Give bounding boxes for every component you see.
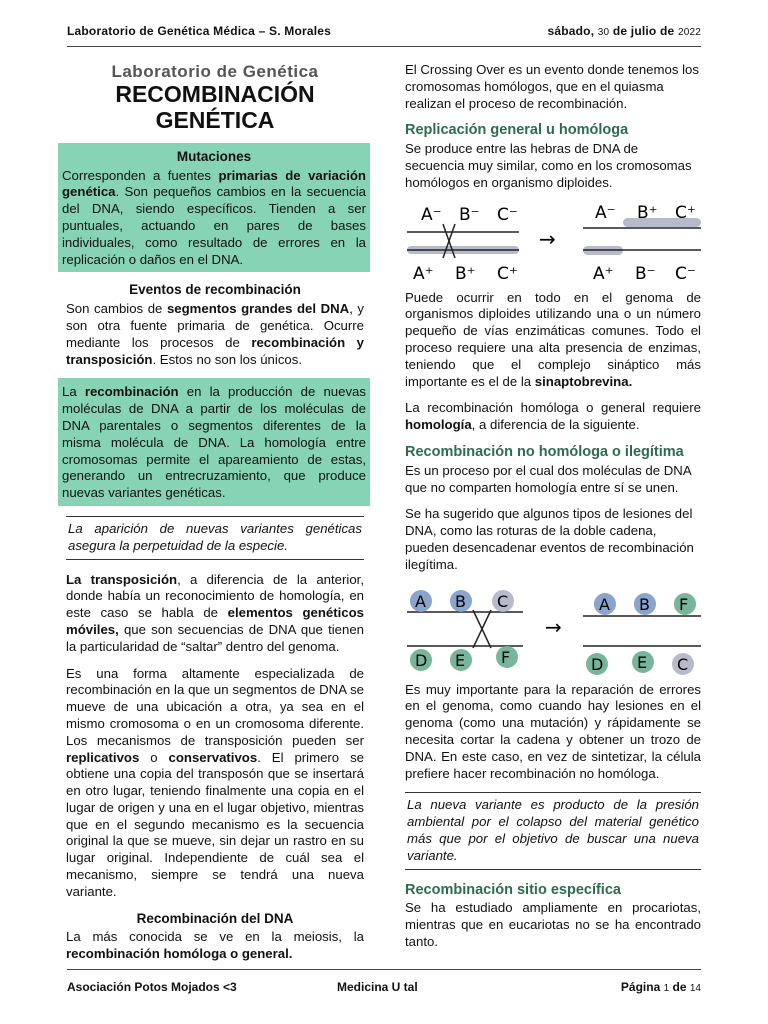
text-run: Son cambios de <box>66 301 167 317</box>
especializada-text <box>66 666 364 901</box>
importante-text: Es muy importante para la reparación de errores en el genoma, como cuando hay lesiones en el genoma (como una mutación) y rápidamente se necesita cortar la cadena y obtener un trozo de DNA. En este caso, en vez de sintetizar, la célula prefiere hacer recombinación no homóloga. <box>405 681 701 781</box>
right-column <box>405 62 701 961</box>
page-subtitle: Laboratorio de Genética <box>111 62 319 81</box>
text-run: que son secuencias de DNA que tienen la particularidad de “saltar” dentro del genoma. <box>66 621 364 654</box>
footer-center: Medicina U tal <box>337 980 418 994</box>
arrow-icon: → <box>545 614 562 639</box>
quote-perpetuidad: La aparición de nuevas variantes genéticas asegura la perpetuidad de la especie. <box>66 516 364 560</box>
crossing-over-text: El Crossing Over es un evento donde tenemos los cromosomas homólogos, que en el quiasma realizan el proceso de recombinación. <box>405 62 699 111</box>
bold-run: elementos genéticos móviles, <box>66 605 365 637</box>
bold-run: segmentos grandes del DNA <box>166 301 350 317</box>
bold-run: recombinación <box>84 384 179 400</box>
bold-run: replicativos <box>66 749 140 765</box>
gene-label: E <box>455 650 466 670</box>
gene-label: C <box>497 591 509 611</box>
eventos-heading: Eventos de recombinación <box>129 282 301 298</box>
bold-run: homología <box>405 417 472 433</box>
bold-run: recombinación y transposición <box>66 334 364 367</box>
gene-label: A <box>415 591 426 611</box>
bold-run: conservativos <box>168 749 258 765</box>
requiere-homologia-text <box>405 400 701 434</box>
allele-label: B⁺ <box>637 202 658 223</box>
allele-label: C⁺ <box>675 202 696 223</box>
allele-label: B⁺ <box>455 263 476 284</box>
gene-label: B <box>639 594 650 614</box>
allele-label: C⁻ <box>675 263 696 284</box>
text-run: , a diferencia de la anterior, donde había un reconocimiento de homología, en este caso se habla de <box>66 571 364 621</box>
allele-label: A⁺ <box>593 263 614 284</box>
sitio-heading: Recombinación sitio específica <box>405 881 621 898</box>
allele-label: C⁺ <box>497 263 518 284</box>
page-number <box>621 980 701 994</box>
ilegitima-text: Es un proceso por el cual dos moléculas de DNA que no comparten homología entre sí se unen. <box>405 462 691 495</box>
arrow-icon: → <box>539 226 556 251</box>
header-title: Laboratorio de Genética Médica – S. Morales <box>67 24 332 38</box>
text-run: en la producción de nuevas moléculas de DNA a partir de los moléculas de DNA parentales o segmentos diferentes de la misma molécula de DNA. La homología entre cromosomas permite el apareamiento de estas, generando un entrecruzamiento, que produce nuevas variantes genéticas. <box>62 384 366 501</box>
gene-label: B <box>455 591 466 611</box>
bold-run: sinaptobrevina. <box>534 373 633 389</box>
replicacion-text: Se produce entre las hebras de DNA de secuencia muy similar, como en los cromosomas homólogos en organismo diploides. <box>405 141 692 190</box>
text-run: , a diferencia de la siguiente. <box>471 417 640 433</box>
footer-divider <box>67 969 701 970</box>
nonhomologous-recombination-diagram <box>405 584 701 676</box>
allele-label: A⁻ <box>595 202 616 223</box>
gene-label: E <box>637 652 648 672</box>
text-run: Es una forma altamente especializada de recombinación en la que un segmentos de DNA se mueve de una ubicación a otra, ya sea en el mismo cromosoma o en un cromosoma diferente. Los mecanismos de transposición pueden ser <box>66 665 364 748</box>
text-run: La <box>62 384 85 400</box>
page-label: Página <box>620 980 661 994</box>
bold-run: recombinación homóloga o general. <box>66 946 293 962</box>
mutaciones-heading: Mutaciones <box>176 148 252 164</box>
header-year: 2022 <box>677 27 701 38</box>
text-run: . Estos no son los únicos. <box>152 351 303 367</box>
footer-left: Asociación Potos Mojados <3 <box>67 980 237 994</box>
left-column <box>62 62 366 973</box>
allele-label: B⁻ <box>459 204 480 225</box>
header-day: sábado <box>547 24 591 38</box>
bold-run: primarias de variación genética <box>62 167 366 200</box>
replicacion-heading: Replicación general u homóloga <box>405 122 629 139</box>
mutaciones-box <box>58 143 370 273</box>
text-run: . El primero se obtiene una copia del transposón que se insertará en otro lugar, teniendo finalmente una copia en el lugar de origen y una en el lugar objetivo, mientras que en el segundo mecanismo es la secuencia original la que se mueve, sin dejar un rastro en su lugar original. Independiente de cuál sea el mecanismo, siempre se tendrá una nueva variante. <box>66 749 364 899</box>
recombinacion-box <box>58 378 370 506</box>
quote-presion-ambiental: La nueva variante es producto de la presión ambiental por el colapso del material genético más que por el objetivo de buscar una nueva variante. <box>405 792 701 869</box>
recombinacion-text <box>62 384 366 502</box>
allele-label: A⁺ <box>413 263 434 284</box>
text-run: . Son pequeños cambios en la secuencia del DNA, siendo específicos. Tienden a ser puntuales, actuando en pares de bases individuales, como resultado de errores en la replicación o daños en el DNA. <box>62 184 366 267</box>
dna-heading: Recombinación del DNA <box>136 910 294 926</box>
page-header <box>67 24 701 44</box>
gene-label: C <box>677 654 689 674</box>
gene-label: A <box>599 594 610 614</box>
header-divider <box>67 46 701 47</box>
allele-label: A⁻ <box>421 204 442 225</box>
page-total: 14 <box>689 983 701 994</box>
text-run: Puede ocurrir en todo en el genoma de organismos diploides utilizando una o un número pequeño de vías enzimáticas comunes. Todo el proceso requiere una alta presencia de enzimas, teniendo que el complejo sináptico más importante es el de la <box>405 289 701 389</box>
text-run: o <box>139 749 169 765</box>
homologous-recombination-diagram <box>405 202 701 284</box>
transposicion-text <box>66 572 364 656</box>
text-run: Corresponden a fuentes <box>62 167 219 183</box>
gene-label: D <box>415 650 428 670</box>
text-run: , y son otra fuente primaria de genética. Ocurre mediante los procesos de <box>66 301 365 350</box>
bold-run: La transposición <box>66 571 178 587</box>
gene-label: F <box>679 594 689 614</box>
ilegitima-heading: Recombinación no homóloga o ilegítima <box>405 443 684 460</box>
allele-label: C⁻ <box>497 204 518 225</box>
puede-ocurrir-text <box>405 290 701 391</box>
page-num: 1 <box>663 983 670 994</box>
mutaciones-text <box>62 168 366 269</box>
text-run: La más conocida se ve en la meiosis, la <box>66 929 364 945</box>
title-line-1: RECOMBINACIÓN <box>115 80 315 107</box>
sitio-text: Se ha estudiado ampliamente en procariotas, mientras que en eucariotas no se ha encontrado tanto. <box>405 900 701 949</box>
gene-label: F <box>501 647 511 667</box>
allele-label: B⁻ <box>635 263 656 284</box>
header-date: sábado, 30 de julio de 2022 <box>547 24 701 38</box>
title-line-2: GENÉTICA <box>155 106 275 133</box>
header-date-num: 30 <box>597 27 610 38</box>
header-date-mid: de julio de <box>612 24 675 38</box>
page-title <box>66 81 364 133</box>
gene-label: D <box>591 654 604 674</box>
lesiones-text: Se ha sugerido que algunos tipos de lesiones del DNA, como las roturas de la doble cadena, pueden desencadenar eventos de recombinación ilegítima. <box>405 506 694 572</box>
text-run: La recombinación homóloga o general requiere <box>405 400 701 416</box>
page-of: de <box>672 980 687 994</box>
eventos-text <box>66 301 364 368</box>
dna-text <box>66 929 364 963</box>
